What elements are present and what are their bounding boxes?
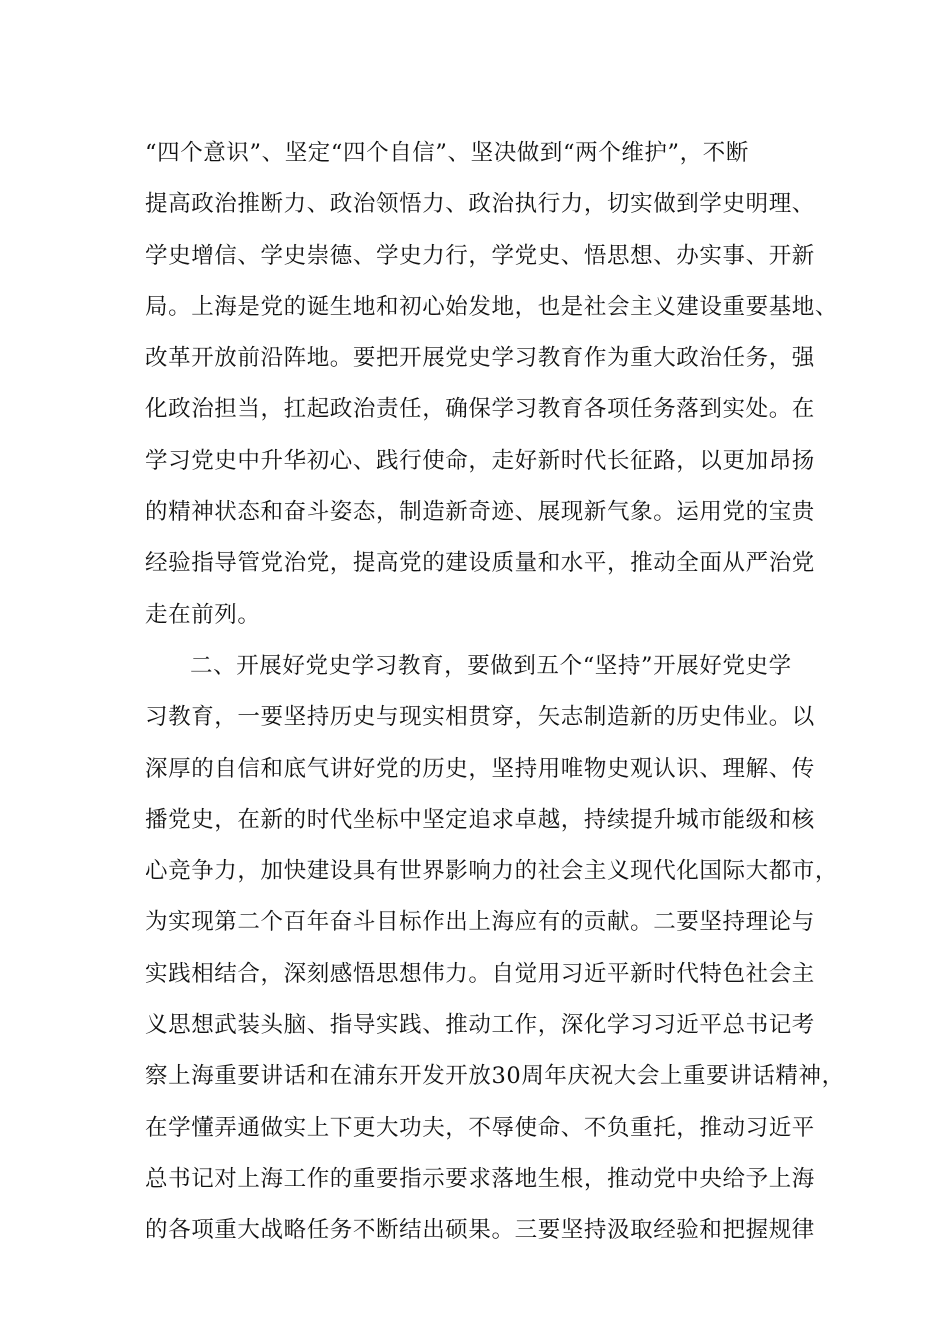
text-line: 改革开放前沿阵地。要把开展党史学习教育作为重大政治任务，强: [145, 345, 815, 372]
body-text: [145, 128, 845, 1257]
paragraph-start-line: 二、开展好党史学习教育，要做到五个“坚持”开展好党史学: [190, 652, 792, 679]
text-line: 化政治担当，扛起政治责任，确保学习教育各项任务落到实处。在: [145, 396, 815, 423]
text-line: 心竞争力，加快建设具有世界影响力的社会主义现代化国际大都市，: [145, 858, 839, 885]
text-line: 学习党史中升华初心、践行使命，走好新时代长征路，以更加昂扬: [145, 447, 815, 474]
text-line: 察上海重要讲话和在浦东开发开放30周年庆祝大会上重要讲话精神，: [145, 1063, 845, 1090]
text-line: 在学懂弄通做实上下更大功夫，不辱使命、不负重托，推动习近平: [145, 1114, 815, 1141]
text-line: “四个意识”、坚定“四个自信”、坚决做到“两个维护”，不断: [145, 140, 749, 166]
text-line: 的精神状态和奋斗姿态，制造新奇迹、展现新气象。运用党的宝贵: [145, 499, 815, 526]
text-line: 习教育，一要坚持历史与现实相贯穿，矢志制造新的历史伟业。以: [145, 704, 815, 731]
text-line: 提高政治推断力、政治领悟力、政治执行力，切实做到学史明理、: [145, 191, 815, 218]
text-line: 义思想武装头脑、指导实践、推动工作，深化学习习近平总书记考: [145, 1012, 815, 1039]
text-line: 深厚的自信和底气讲好党的历史，坚持用唯物史观认识、理解、传: [145, 755, 815, 782]
text-line: 的各项重大战略任务不断结出硕果。三要坚持汲取经验和把握规律: [145, 1217, 815, 1244]
text-line: 走在前列。: [145, 601, 261, 628]
text-line: 为实现第二个百年奋斗目标作出上海应有的贡献。二要坚持理论与: [145, 909, 815, 936]
text-line: 播党史，在新的时代坐标中坚定追求卓越，持续提升城市能级和核: [145, 806, 815, 833]
text-line: 局。上海是党的诞生地和初心始发地，也是社会主义建设重要基地、: [145, 293, 839, 320]
text-line: 学史增信、学史崇德、学史力行，学党史、悟思想、办实事、开新: [145, 242, 815, 269]
text-line: 实践相结合，深刻感悟思想伟力。自觉用习近平新时代特色社会主: [145, 960, 815, 987]
text-line: 经验指导管党治党，提高党的建设质量和水平，推动全面从严治党: [145, 550, 815, 577]
text-line: 总书记对上海工作的重要指示要求落地生根，推动党中央给予上海: [145, 1165, 815, 1192]
